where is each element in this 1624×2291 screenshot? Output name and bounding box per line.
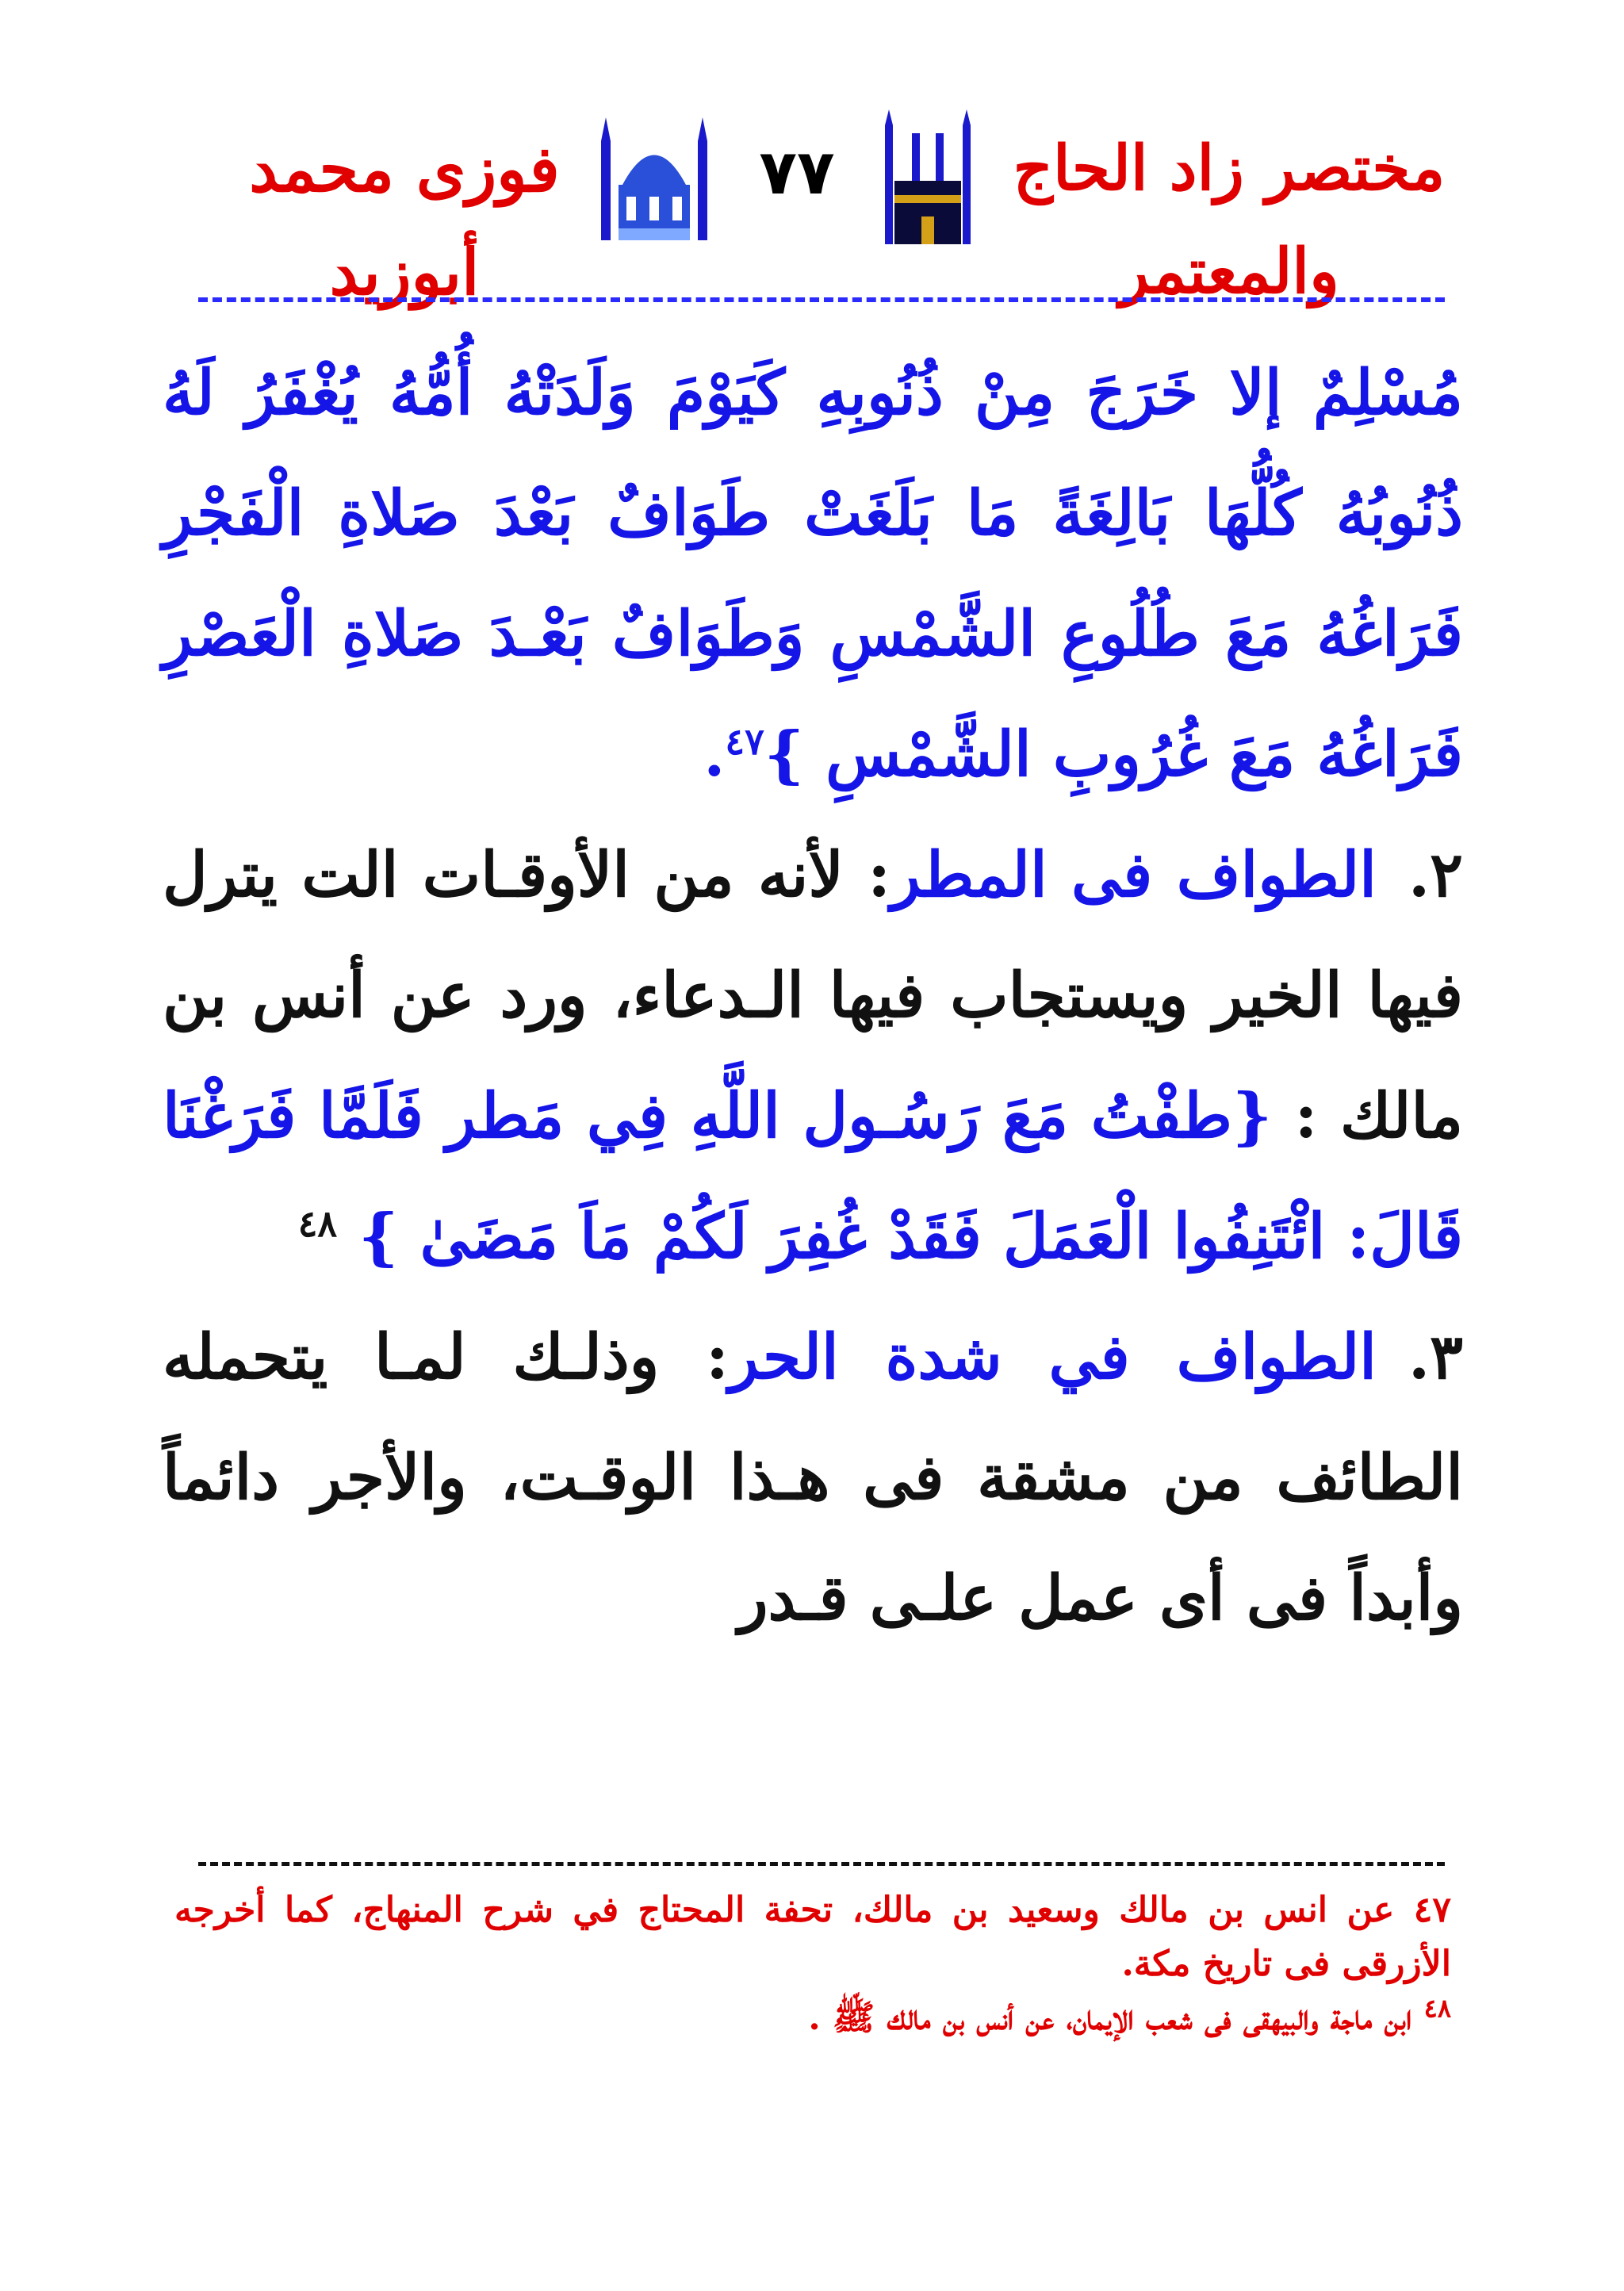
footnote-48 [174,1991,1451,2045]
footnote-48-text: ابن ماجة والبيهقى فى شعب الإيمان، عن أنس بن مالك ﷺ . [808,1998,1424,2038]
page-number: ٧٧ [759,137,835,209]
hadith-quote: مُسْلِمٌ إلا خَرَجَ مِنْ ذُنُوبِهِ كَيَوْمَ وَلَدَتْهُ أُمُّهُ يُغْفَرُ لَهُ ذُنُوبُهُ كُلُّهَا بَالِغَةً مَا بَلَغَتْ طَوَافٌ بَعْدَ صَلاةِ الْفَجْرِ فَرَاغُهُ مَعَ طُلُوعِ الشَّمْسِ وَطَوَافٌ بَعْـدَ صَلاةِ الْعَصْرِ فَرَاغُهُ مَعَ غُرُوبِ الشَّمْسِ } [163,357,1463,791]
footnote-divider [198,1862,1445,1866]
section-heading-heat: الطواف في شدة الحر [728,1321,1377,1393]
paragraph-text: : لأنه من الأوقـات الت يترل فيها الخير ويستجاب فيها الـدعاء، ورد عن أنس بن مالك : [163,839,1463,1152]
paragraph-2 [163,815,1463,1297]
footnotes [174,1883,1451,2045]
mosque-icon [595,109,714,244]
item-number-3: ٣. [1408,1321,1463,1393]
kaaba-icon [880,109,975,248]
page-header [182,94,1483,309]
paragraph-3 [163,1297,1463,1659]
header-divider [198,297,1445,302]
paragraph-1 [163,333,1463,815]
section-heading-rain: الطواف فى المطر [891,839,1377,911]
footnote-ref-48[interactable]: ٤٨ [297,1202,338,1245]
hadith-quote: {طفْتُ مَعَ رَسُـول اللَّهِ فِي مَطر فَلَمَّا فَرَغْنَا قَالَ: ائْتَنِفُوا الْعَمَلَ فَقَدْ غُفِرَ لَكُمْ مَاَ مَضَىٰ } [163,1080,1463,1273]
main-text [163,333,1463,1659]
author-name: فوزى محمد أبوزيد [249,132,560,309]
paragraph-text: : وذلـك لمـا يتحمله الطائف من مشقة فى هـذا الوقـت، والأجر دائماً وأبداً فى أى عمل علـى قـدر [163,1321,1463,1634]
book-title: مختصر زاد الحاج والمعتمر [1013,132,1446,308]
sentence-end: . [703,718,726,791]
footnote-48-number: ٤٨ [1423,1993,1451,2024]
footnote-47: ٤٧ عن انس بن مالك وسعيد بن مالك، تحفة المحتاج في شرح المنهاج، كما أخرجه الأزرقى فى تاريخ مكة. [174,1890,1451,1984]
item-number-2: ٢. [1408,839,1464,911]
footnote-ref-47[interactable]: ٤٧ [725,720,764,763]
